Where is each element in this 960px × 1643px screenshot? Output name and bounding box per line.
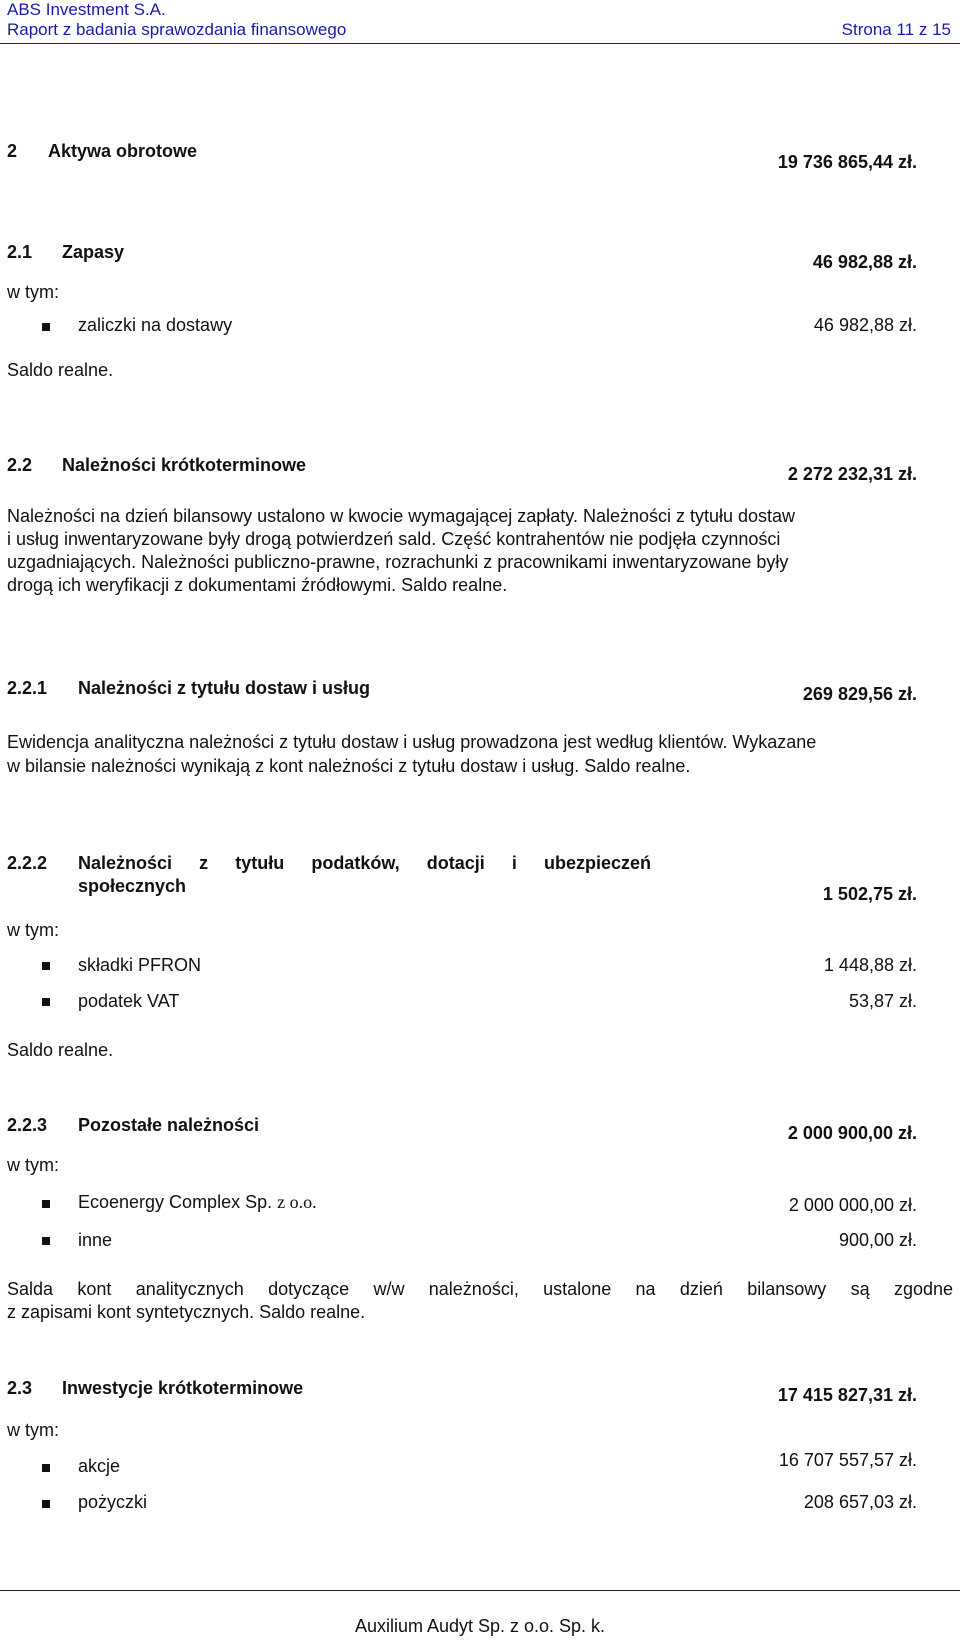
section-2-3-amount: 17 415 827,31 zł.: [777, 1385, 917, 1405]
section-2-2-3-item-1-name: Ecoenergy Complex Sp.: [78, 1192, 273, 1212]
section-2-2-amount: 2 272 232,31 zł.: [787, 464, 917, 484]
section-2-2-2-item-2-label: podatek VAT: [78, 991, 180, 1011]
section-2-2-title: Należności krótkoterminowe: [62, 455, 307, 475]
section-2-2-2-title-line-2: społecznych: [78, 876, 187, 896]
company-name: ABS Investment S.A.: [7, 0, 166, 19]
section-2-1-note: Saldo realne.: [7, 360, 114, 380]
section-2-2-2-amount: 1 502,75 zł.: [822, 884, 917, 904]
bullet-icon: [42, 323, 50, 331]
section-2-2-3-line-2: z zapisami kont syntetycznych. Saldo realne.: [7, 1302, 366, 1322]
footer-text: Auxilium Audyt Sp. z o.o. Sp. k.: [354, 1616, 606, 1636]
section-2-2-1-number: 2.2.1: [7, 678, 48, 698]
section-2-1-title: Zapasy: [62, 242, 125, 262]
section-2-1-item-amount: 46 982,88 zł.: [813, 315, 917, 335]
section-2-2-1-title: Należności z tytułu dostaw i usług: [78, 678, 371, 698]
section-2-2-2-number: 2.2.2: [7, 853, 48, 873]
section-2-1-wtym: w tym:: [7, 282, 59, 302]
footer-divider: [0, 1590, 960, 1591]
section-2-3-wtym: w tym:: [7, 1420, 59, 1440]
bullet-icon: [42, 1200, 50, 1208]
section-2-2-3-line-1: Salda kont analitycznych dotyczące w/w należności, ustalone na dzień bilansowy są zgodne: [7, 1279, 953, 1299]
section-2-2-1-line-2: w bilansie należności wynikają z kont należności z tytułu dostaw i usług. Saldo realne.: [7, 756, 691, 776]
section-2-2-2-item-1-amount: 1 448,88 zł.: [823, 955, 917, 975]
section-2-2-3-item-1-suffix: z o.o.: [277, 1192, 317, 1212]
section-2-3-item-2-label: pożyczki: [78, 1492, 148, 1512]
section-2-2-2-note: Saldo realne.: [7, 1040, 114, 1060]
section-2-1-amount: 46 982,88 zł.: [812, 252, 917, 272]
section-2-2-line-2: i usług inwentaryzowane były drogą potwierdzeń sald. Część kontrahentów nie podjęła czynności: [7, 529, 781, 549]
report-title: Raport z badania sprawozdania finansowego: [7, 20, 347, 39]
bullet-icon: [42, 998, 50, 1006]
section-2-2-line-3: uzgadniających. Należności publiczno-prawne, rozrachunki z pracownikami inwentaryzowane były: [7, 552, 789, 572]
section-2-3-title: Inwestycje krótkoterminowe: [62, 1378, 304, 1398]
section-2-2-3-item-1-amount: 2 000 000,00 zł.: [788, 1195, 917, 1215]
section-2-3-item-1-amount: 16 707 557,57 zł.: [778, 1450, 917, 1470]
section-2-2-3-wtym: w tym:: [7, 1155, 59, 1175]
section-2-2-2-item-1-label: składki PFRON: [78, 955, 202, 975]
bullet-icon: [42, 1237, 50, 1245]
section-2-2-2-title-line-1: Należności z tytułu podatków, dotacji i ubezpieczeń: [78, 853, 651, 873]
bullet-icon: [42, 1500, 50, 1508]
bullet-icon: [42, 962, 50, 970]
section-2-1-item-label: zaliczki na dostawy: [78, 315, 233, 335]
section-2-2-2-wtym: w tym:: [7, 920, 59, 940]
section-2-2-3-item-2-amount: 900,00 zł.: [838, 1230, 917, 1250]
page-number: Strona 11 z 15: [841, 20, 951, 39]
section-2-3-item-2-amount: 208 657,03 zł.: [803, 1492, 917, 1512]
section-2-amount: 19 736 865,44 zł.: [777, 152, 917, 172]
section-2-2-3-item-2-label: inne: [78, 1230, 113, 1250]
section-2-title: Aktywa obrotowe: [48, 141, 198, 161]
header-divider: [0, 43, 960, 44]
section-2-3-item-1-label: akcje: [78, 1456, 121, 1476]
section-2-number: 2: [7, 141, 18, 161]
section-2-2-3-title: Pozostałe należności: [78, 1115, 260, 1135]
section-2-2-number: 2.2: [7, 455, 33, 475]
section-2-2-line-4: drogą ich weryfikacji z dokumentami źródłowymi. Saldo realne.: [7, 575, 508, 595]
section-2-3-number: 2.3: [7, 1378, 33, 1398]
section-2-2-3-number: 2.2.3: [7, 1115, 48, 1135]
section-2-1-number: 2.1: [7, 242, 33, 262]
section-2-2-1-amount: 269 829,56 zł.: [802, 684, 917, 704]
bullet-icon: [42, 1464, 50, 1472]
section-2-2-1-line-1: Ewidencja analityczna należności z tytułu dostaw i usług prowadzona jest według klientów. Wykazane: [7, 732, 817, 752]
section-2-2-line-1: Należności na dzień bilansowy ustalono w kwocie wymagającej zapłaty. Należności z tytułu dostaw: [7, 506, 796, 526]
section-2-2-2-item-2-amount: 53,87 zł.: [848, 991, 917, 1011]
section-2-2-3-amount: 2 000 900,00 zł.: [787, 1123, 917, 1143]
section-2-2-3-item-1-label: [78, 1192, 317, 1213]
